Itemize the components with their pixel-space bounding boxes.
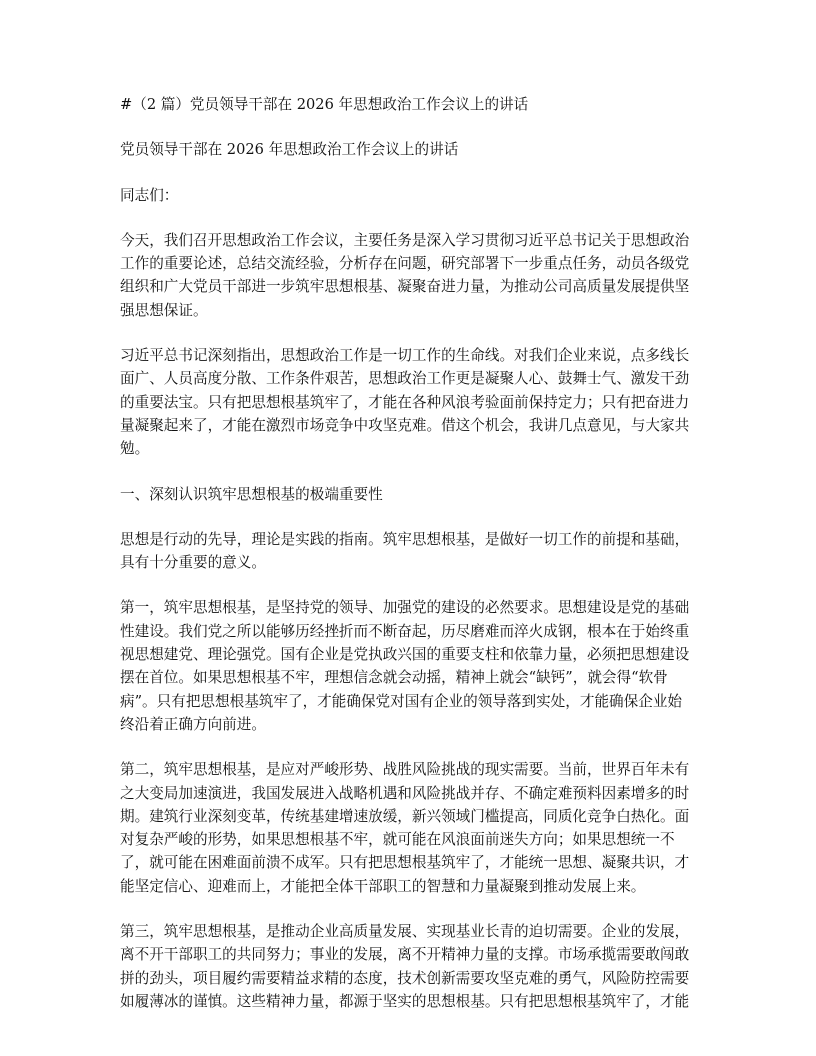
body-paragraph: 今天，我们召开思想政治工作会议，主要任务是深入学习贯彻习近平总书记关于思想政治工作的重要论述，总结交流经验，分析存在问题，研究部署下一步重点任务，动员各级党组织和广大党员干部进一步筑牢思想根基、凝聚奋进力量，为推动公司高质量发展提供坚强思想保证。 <box>120 231 690 319</box>
body-paragraph: 第二，筑牢思想根基，是应对严峻形势、战胜风险挑战的现实需要。当前，世界百年未有之大变局加速演进，我国发展进入战略机遇和风险挑战并存、不确定难预料因素增多的时期。建筑行业深刻变革，传统基建增速放缓，新兴领域门槛提高，同质化竞争白热化。面对复杂严峻的形势，如果思想根基不牢，就可能在风浪面前迷失方向；如果思想统一不了，就可能在困难面前溃不成军。只有把思想根基筑牢了，才能统一思想、凝聚共识，才能坚定信心、迎难而上，才能把全体干部职工的智慧和力量凝聚到推动发展上来。 <box>120 761 690 895</box>
section-heading: 一、深刻认识筑牢思想根基的极端重要性 <box>120 485 383 503</box>
document-page <box>120 93 694 1035</box>
document-title: #（2 篇）党员领导干部在 2026 年思想政治工作会议上的讲话 <box>120 96 529 113</box>
document-subtitle: 党员领导干部在 2026 年思想政治工作会议上的讲话 <box>120 141 459 159</box>
body-paragraph: 第一，筑牢思想根基，是坚持党的领导、加强党的建设的必然要求。思想建设是党的基础性建设。我们党之所以能够历经挫折而不断奋起，历尽磨难而淬火成钢，根本在于始终重视思想建党、理论强党。国有企业是党执政兴国的重要支柱和依靠力量，必须把思想建设摆在首位。如果思想根基不牢，理想信念就会动摇，精神上就会“缺钙”，就会得“软骨病”。只有把思想根基筑牢了，才能确保党对国有企业的领导落到实处，才能确保企业始终沿着正确方向前进。 <box>120 599 690 733</box>
body-paragraph: 思想是行动的先导，理论是实践的指南。筑牢思想根基，是做好一切工作的前提和基础，具有十分重要的意义。 <box>120 530 690 572</box>
salutation: 同志们： <box>120 186 179 204</box>
body-paragraph: 第三，筑牢思想根基，是推动企业高质量发展、实现基业长青的迫切需要。企业的发展，离不开干部职工的共同努力；事业的发展，离不开精神力量的支撑。市场承揽需要敢闯敢拼的劲头，项目履约需要精益求精的态度，技术创新需要攻坚克难的勇气，风险防控需要如履薄冰的谨慎。这些精神力量，都源于坚实的思想根基。只有把思想根基筑牢了，才能 <box>120 923 690 1010</box>
body-paragraph: 习近平总书记深刻指出，思想政治工作是一切工作的生命线。对我们企业来说，点多线长面广、人员高度分散、工作条件艰苦，思想政治工作更是凝聚人心、鼓舞士气、激发干劲的重要法宝。只有把思想根基筑牢了，才能在各种风浪考验面前保持定力；只有把奋进力量凝聚起来了，才能在激烈市场竞争中攻坚克难。借这个机会，我讲几点意见，与大家共勉。 <box>120 347 690 458</box>
